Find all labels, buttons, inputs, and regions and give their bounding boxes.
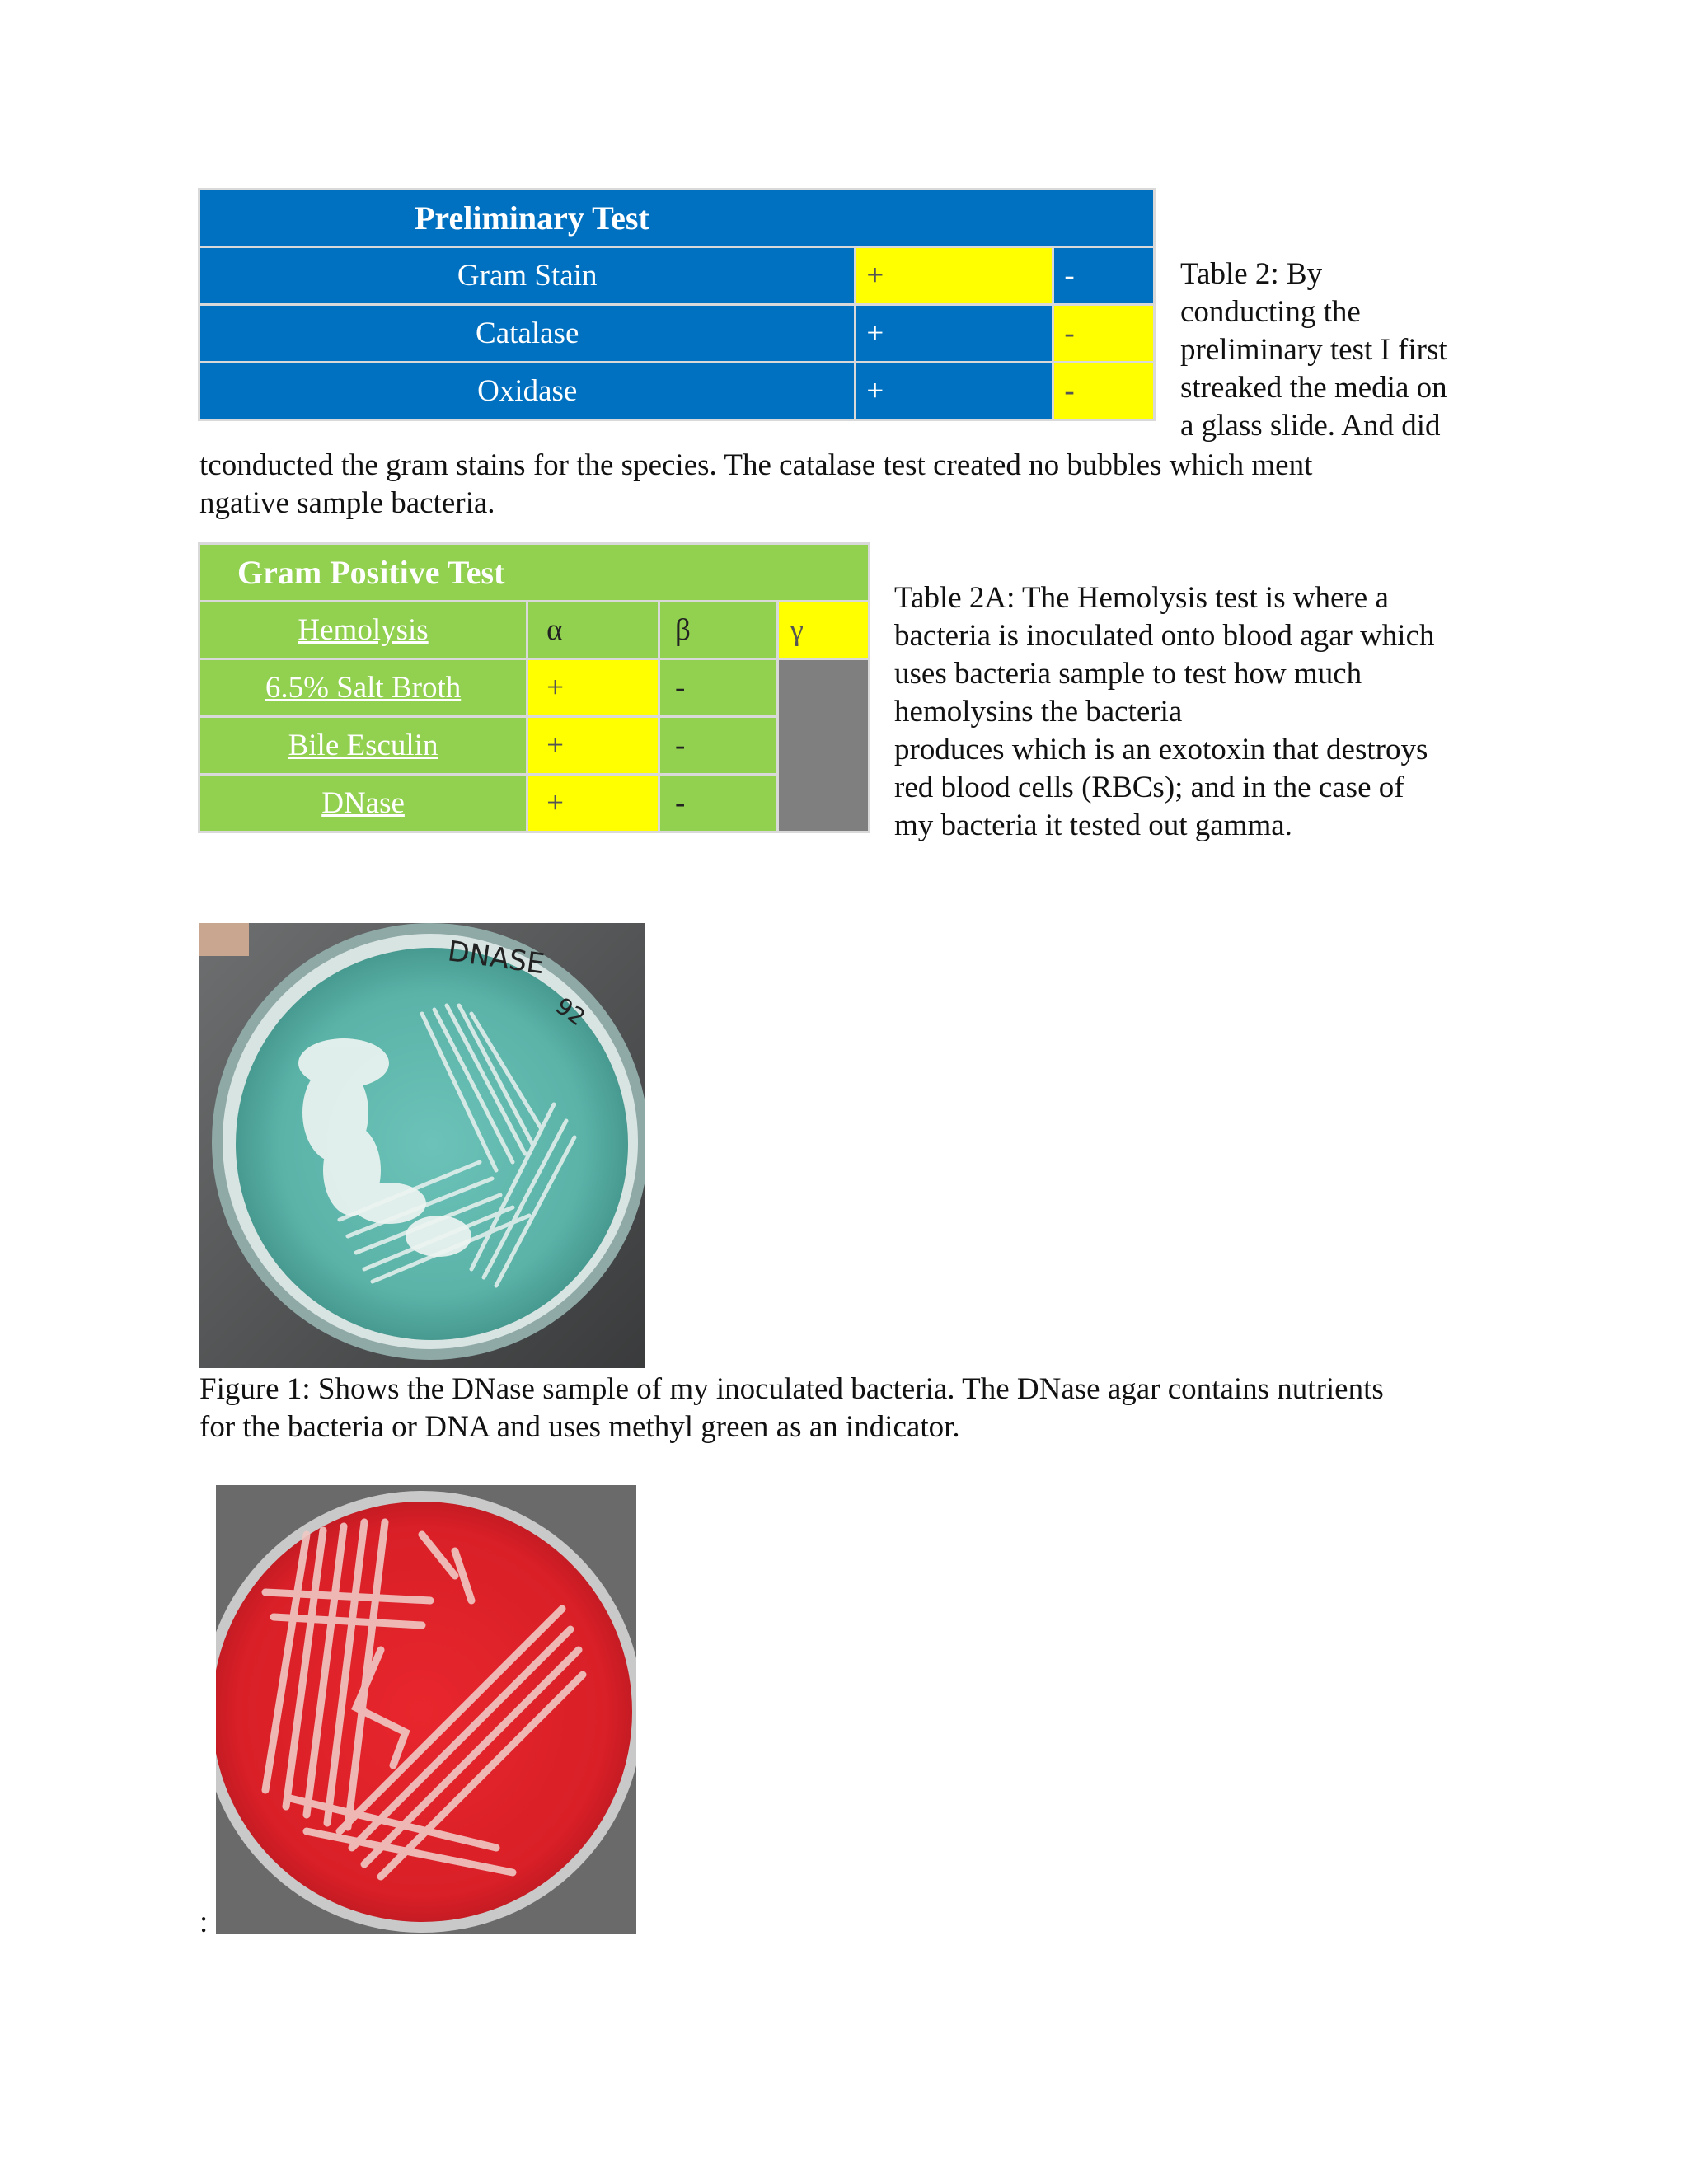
table2-caption-continuation [199, 447, 1485, 523]
caption-line: bacteria is inoculated onto blood agar which [894, 619, 1435, 653]
table-row [199, 659, 870, 717]
positive-cell: + [528, 717, 659, 775]
caption-line: Table 2: By [1180, 257, 1323, 291]
table-row [199, 305, 1155, 363]
table2-caption-side [1180, 255, 1493, 445]
hemolysis-label: Hemolysis [199, 602, 528, 659]
negative-cell: - [1053, 363, 1155, 420]
caption-line: hemolysins the bacteria [894, 695, 1183, 729]
caption-line: conducting the [1180, 295, 1361, 329]
figure1-caption [199, 1371, 1493, 1446]
caption-line: uses bacteria sample to test how much [894, 657, 1362, 691]
plate-number: 92 [550, 991, 591, 1032]
preliminary-test-title: Preliminary Test [199, 190, 1155, 247]
positive-cell: + [856, 305, 1053, 363]
caption-line: preliminary test I first [1180, 333, 1447, 367]
caption-line: Table 2A: The Hemolysis test is where a [894, 581, 1389, 615]
positive-cell: + [856, 363, 1053, 420]
positive-cell: + [528, 659, 659, 717]
positive-cell: + [856, 247, 1053, 305]
blood-agar-plate-image [216, 1485, 636, 1934]
blood-agar-plate-photo [216, 1485, 636, 1934]
table-row [199, 602, 870, 659]
gamma-cell: γ [777, 602, 869, 659]
negative-cell: - [659, 717, 777, 775]
plate-label: DNASE [445, 935, 547, 982]
caption-line: Figure 1: Shows the DNase sample of my inoculated bacteria. The DNase agar contains nutrients [199, 1372, 1384, 1406]
table-row [199, 363, 1155, 420]
negative-cell: - [1053, 305, 1155, 363]
negative-cell: - [1053, 247, 1155, 305]
table2a-caption [894, 579, 1488, 845]
caption-line: my bacteria it tested out gamma. [894, 808, 1292, 842]
caption-line: for the bacteria or DNA and uses methyl green as an indicator. [199, 1410, 960, 1444]
alpha-cell: α [528, 602, 659, 659]
row-label: Bile Esculin [199, 717, 528, 775]
row-label: Oxidase [199, 363, 856, 420]
dnase-plate-image [199, 923, 645, 1368]
gram-positive-test-title: Gram Positive Test [199, 544, 870, 602]
table-row [199, 247, 1155, 305]
dnase-plate-photo [199, 923, 645, 1368]
row-label: Catalase [199, 305, 856, 363]
gram-positive-test-table [198, 542, 870, 833]
negative-cell: - [659, 775, 777, 832]
beta-cell: β [659, 602, 777, 659]
row-label: Gram Stain [199, 247, 856, 305]
gray-cell [777, 659, 869, 832]
negative-cell: - [659, 659, 777, 717]
caption-line: ngative sample bacteria. [199, 486, 495, 520]
table-row [199, 717, 870, 775]
caption-line: red blood cells (RBCs); and in the case of [894, 771, 1404, 804]
preliminary-test-table [198, 188, 1156, 421]
row-label: DNase [199, 775, 528, 832]
positive-cell: + [528, 775, 659, 832]
figure2-caption: : [199, 1905, 209, 1939]
caption-line: produces which is an exotoxin that destroys [894, 733, 1428, 766]
caption-line: a glass slide. And did [1180, 409, 1441, 443]
table-row [199, 775, 870, 832]
row-label: 6.5% Salt Broth [199, 659, 528, 717]
caption-line: tconducted the gram stains for the species. The catalase test created no bubbles which ment [199, 448, 1313, 482]
caption-line: streaked the media on [1180, 371, 1447, 405]
